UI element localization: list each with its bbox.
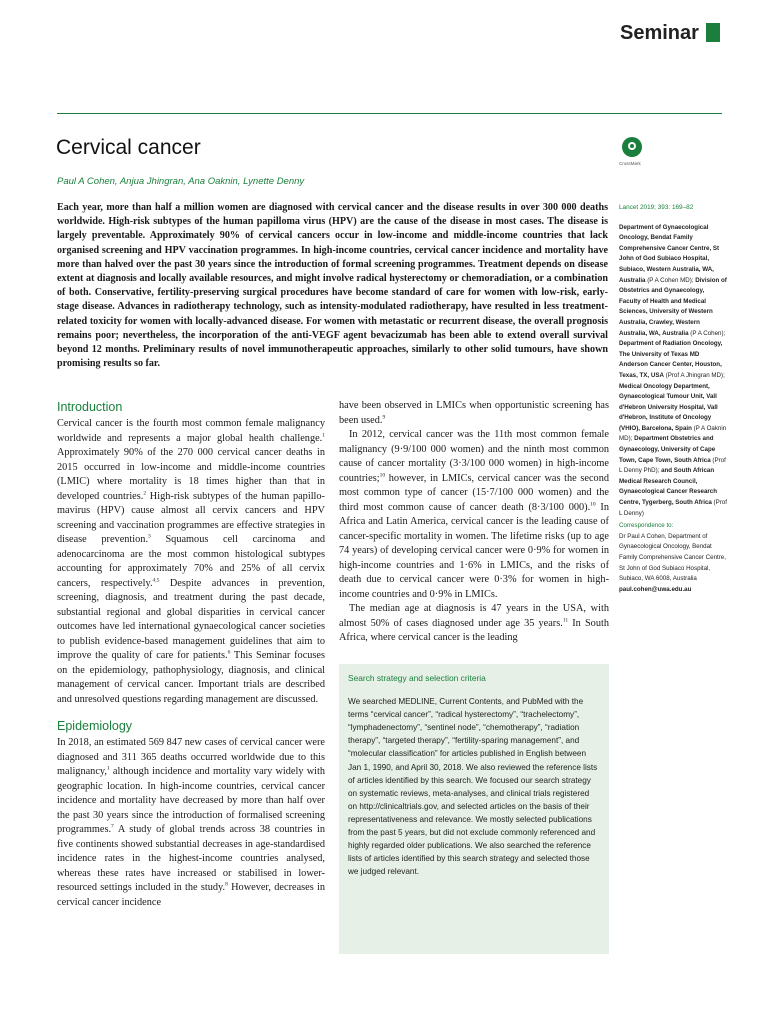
crossmark-icon	[622, 137, 642, 157]
header-divider	[57, 113, 722, 114]
citation-ref[interactable]: 11	[562, 617, 569, 624]
affiliation-name: and South African Medical Research Council, Gynaecological Cancer Research Centre, Tygerberg, South Africa	[619, 467, 718, 507]
affiliation-name: Department of Gynaecological Oncology, Bendat Family Comprehensive Cancer Centre, St John of God Subiaco Hospital, Subiaco, Western Australia, WA, Australia	[619, 223, 720, 284]
citation-ref[interactable]: 1	[322, 432, 325, 439]
author-list: Paul A Cohen, Anjua Jhingran, Ana Oaknin, Lynette Denny	[57, 176, 305, 187]
citation-ref[interactable]: 3	[148, 533, 151, 540]
correspondence-email[interactable]: paul.cohen@uwa.edu.au	[619, 585, 692, 593]
citation-ref[interactable]: 2	[143, 490, 147, 497]
affiliation-name: Division of Obstetrics and Gynaecology, Faculty of Health and Medical Sciences, University of Western Australia, Crawley, Western Australia, WA, Australia	[619, 276, 727, 337]
body-paragraph: In 2018, an estimated 569 847 new cases of cervical cancer were diagnosed and 311 365 deaths occurred worldwide due to this malignancy,$^1$ although incidence and mortality vary widely with geographic location. In high-income countries, cervical cancer incidence and mortality have decreased by more than half over the past 30 years since the introduction of formalised screening programmes.$^7$ A study of global trends across 38 countries in five continents showed substantial decreases in age-standardised incidence rates in the highest-income countries analysed, whereas these rates have increased or stabilised in lower-resourced settings included in the study.$^8$ However, decreases in cervical cancer incidence	[57, 737, 325, 908]
citation-ref[interactable]: 8	[225, 881, 228, 888]
citation-ref[interactable]: 10	[379, 472, 386, 479]
body-paragraph: In 2012, cervical cancer was the 11th most common female malignancy (9·9/100 000 women) and the ninth most common cause of cancer mortality (3·3/100 000 women) in high-income countries;$^{10}$ however, in LMICs, cervical cancer was the second most common type of cancer (15·7/100 000 women) and the third most common cause of cancer death (8·3/100 000).$^{10}$ In Africa and Latin America, cervical cancer is the leading cause of cancer-specific mortality in women. The lifetime risks (up to age 74 years) of developing cervical cancer were 0·9% for women in high-income countries and 1·6% in LMICs, and the risks of death due to cervical cancer were 0·3% for women in high-income countries and 0·9% in LMICs.	[339, 429, 609, 600]
search-strategy-panel	[339, 664, 609, 954]
panel-title: Search strategy and selection criteria	[348, 673, 486, 683]
citation-ref[interactable]: 1	[106, 765, 110, 772]
body-paragraph: Cervical cancer is the fourth most common female malignancy worldwide and represents a major global health challenge.$^1$ Approximately 90% of the 270 000 cervical cancer deaths in 2015 occurred in low-income and middle-income countries (LMIC) where mortality is 18 times higher than that in developed countries.$^2$ High-risk subtypes of the human papillo-mavirus (HPV) cause almost all cervix cancers and HPV screening and vaccination programmes are effective strategies in disease prevention.$^3$ Squamous cell carcinoma and adenocarcinoma are the most common histological subtypes accounting for approximately 70% and 25% of all cervix cancers, respectively.$^{4,5}$ Despite advances in prevention, screening, diagnosis, and treatment during the past decade, substantial regional and global disparities in cervical cancer outcomes have led international gynaecological cancer societies to publish evidence-based management guidelines that aim to improve the quality of care for patients.$^6$ This Seminar focuses on the epidemiology, pathophysiology, diagnosis, and clinical management of cervical cancer. Important trials are described and unresolved questions regarding management are discussed.	[57, 418, 326, 705]
body-column-right	[339, 399, 609, 646]
citation-ref[interactable]: 10	[590, 501, 596, 508]
affiliation-name: Department of Radiation Oncology, The University of Texas MD Anderson Cancer Center, Houston, Texas, TX, USA	[619, 340, 723, 379]
correspondence-label: Correspondence to:	[619, 522, 674, 530]
body-paragraph: The median age at diagnosis is 47 years in the USA, with almost 50% of cases diagnosed under age 35 years.$^{11}$ In South Africa, where cervical cancer is the leading	[339, 603, 609, 643]
section-label: Seminar	[620, 22, 699, 44]
section-marker	[706, 23, 720, 42]
citation: Lancet 2019; 393: 169–82	[619, 204, 694, 211]
article-sidebar	[619, 203, 727, 595]
citation-ref[interactable]: 7	[111, 823, 114, 830]
panel-body: We searched MEDLINE, Current Contents, and PubMed with the terms “cervical cancer”, “radical hysterectomy”, “trachelectomy”, “lymphadenectomy”, “sentinel node”, “chemotherapy”, “radiation therapy”, “targeted therapy”, “fertility-sparing management”, and “molecular classification” for articles published in English between Jan 1, 1990, and April 30, 2018. We also reviewed the reference lists of articles identified by this search. We focused our search strategy on systematic reviews, meta-analyses, and clinical trials registered on http://clinicaltrials.gov, and selected articles on the basis of their representativeness and relevance. We mostly selected publications from the past 5 years, but did not exclude commonly referenced and highly regarded older publications. We also searched the reference lists of articles identified by this search strategy and selected those we judged relevant.	[348, 697, 598, 877]
abstract: Each year, more than half a million women are diagnosed with cervical cancer and the disease results in over 300 000 deaths worldwide. High-risk subtypes of the human papilloma virus (HPV) are the cause of the disease in most cases. The disease is largely preventable. Approximately 90% of cervical cancers occur in low-income and middle-income countries that lack organised screening and HPV vaccination programmes. In high-income countries, cervical cancer incidence and mortality have more than halved over the past 30 years since the introduction of formal screening programmes. Treatment depends on disease extent at diagnosis and locally available resources, and might involve radical hysterectomy or chemoradiation, or a combination of both. Conservative, fertility-preserving surgical procedures have become standard of care for women with low-risk, early-stage disease. Advances in radiotherapy technology, such as intensity-modulated radiotherapy, have resulted in less treatment-related toxicity for women with locally-advanced disease. For women with metastatic or recurrent disease, the overall prognosis remains poor; nevertheless, the incorporation of the anti-VEGF agent bevacizumab has been able to extend overall survival beyond 12 months. Preliminary results of novel immunotherapeutic approaches, similarly to other solid tumours, have shown promising results so far.	[57, 202, 608, 370]
section-heading-introduction: Introduction	[57, 400, 123, 414]
citation-ref[interactable]: 4,5	[152, 577, 160, 584]
citation-ref[interactable]: 9	[382, 414, 386, 421]
crossmark-label: CrossMark	[619, 161, 641, 166]
crossmark-logo[interactable]	[619, 137, 647, 171]
correspondence-address: Dr Paul A Cohen, Department of Gynaecological Oncology, Bendat Family Comprehensive Cancer Centre, St John of God Subiaco Hospital, Subiaco, WA 6008, Australia	[619, 532, 726, 583]
affiliations: Department of Gynaecological Oncology, Bendat Family Comprehensive Cancer Centre, St John of God Subiaco Hospital, Subiaco, Western Australia, WA, Australia (P A Cohen MD); Division of Obstetrics and Gynaecology, Faculty of Health and Medical Sciences, University of Western Australia, Crawley, Western Australia, WA, Australia (P A Cohen); Department of Radiation Oncology, The University of Texas MD Anderson Cancer Center, Houston, Texas, TX, USA (Prof A Jhingran MD); Medical Oncology Department, Gynaecological Tumour Unit, Vall d'Hebron University Hospital, Vall d'Hebron, Institute of Oncology (VHIO), Barcelona, Spain (P A Oaknin MD); Department Obstetrics and Gynaecology, University of Cape Town, Cape Town, South Africa (Prof L Denny PhD); and South African Medical Research Council, Gynaecological Cancer Research Centre, Tygerberg, South Africa (Prof L Denny)	[619, 223, 727, 517]
article-title: Cervical cancer	[56, 136, 201, 159]
affiliation-name: Department Obstetrics and Gynaecology, University of Cape Town, Cape Town, South Africa	[619, 435, 716, 464]
affiliation-name: Medical Oncology Department, Gynaecological Tumour Unit, Vall d'Hebron University Hospital, Vall d'Hebron, Institute of Oncology (VHIO), Barcelona, Spain	[619, 382, 718, 432]
body-paragraph: have been observed in LMICs when opportunistic screening has been used.$^9$	[339, 400, 609, 426]
body-column-left	[57, 399, 325, 910]
citation-ref[interactable]: 6	[227, 649, 231, 656]
section-heading-epidemiology: Epidemiology	[57, 719, 133, 733]
